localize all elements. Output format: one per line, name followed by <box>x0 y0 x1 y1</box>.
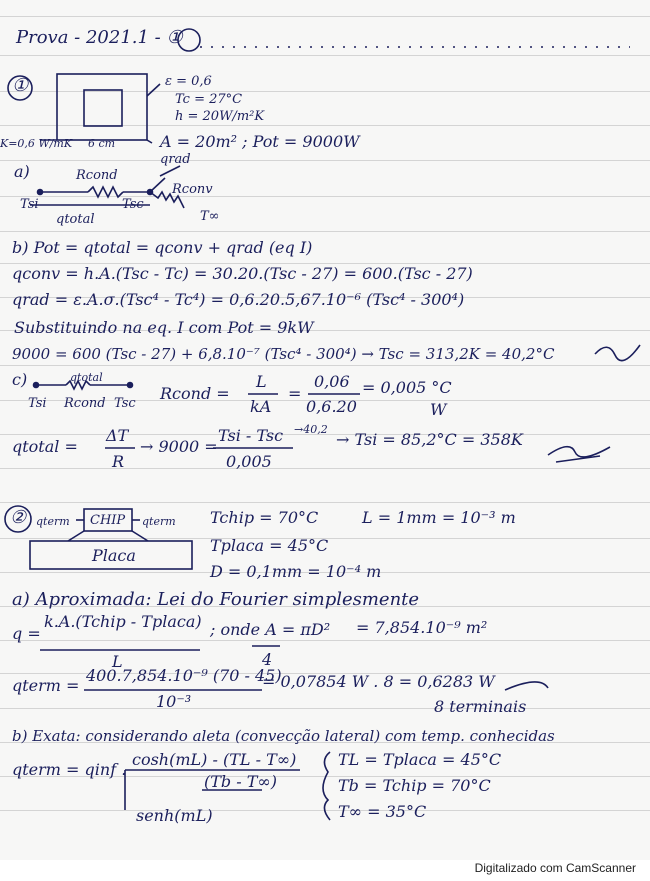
page-title: Prova - 2021.1 - ① <box>16 27 183 48</box>
q2a-qterm-den: 10⁻³ <box>156 692 192 711</box>
q1c-qtotal: qtotal <box>70 371 103 384</box>
q2-diameter: D = 0,1mm = 10⁻⁴ m <box>210 562 382 581</box>
q1b-line-5: 9000 = 600 (Tsc - 27) + 6,8.10⁻⁷ (Tsc⁴ - 300⁴) → Tsc = 313,2K = 40,2°C <box>12 345 555 363</box>
q1b-line-3: qrad = ε.A.σ.(Tsc⁴ - Tc⁴) = 0,6.20.5,67.10⁻⁶ (Tsc⁴ - 300⁴) <box>12 290 465 309</box>
q2-placa-label: Placa <box>92 546 136 565</box>
question-2-number: ② <box>10 507 27 528</box>
q1c-eq2-num: ΔT <box>106 426 129 445</box>
q2-qterm-left: qterm <box>36 515 70 528</box>
q2b-line-1: b) Exata: considerando aleta (convecção lateral) com temp. conhecidas <box>12 727 555 745</box>
q2b-inner-den: (Tb - T∞) <box>204 772 277 791</box>
q1c-eq1-num2: 0,06 <box>314 372 350 391</box>
q2b-denominator: senh(mL) <box>136 806 213 825</box>
q2-tchip: Tchip = 70°C <box>210 508 319 527</box>
q1c-qtotal-eq: qtotal = <box>12 437 78 456</box>
q1-conductivity: K=0,6 W/mK <box>0 137 73 150</box>
q1c-eq1-num: L <box>256 372 267 391</box>
q1b-line-4: Substituindo na eq. I com Pot = 9kW <box>14 318 314 337</box>
q2-chip-label: CHIP <box>90 513 126 528</box>
q1a-tsc: Tsc <box>122 197 144 212</box>
q2-tplaca: Tplaca = 45°C <box>210 536 329 555</box>
q2a-q-num: k.A.(Tchip - Tplaca) <box>44 612 202 631</box>
q1-ambient-temp: Tc = 27°C <box>175 92 243 107</box>
q2b-qterm-lhs: qterm = qinf . <box>12 760 127 779</box>
q1c-rcond-eq: Rcond = <box>160 384 230 403</box>
q1c-eq2-den2: 0,005 <box>226 452 272 471</box>
q2b-cond-3: T∞ = 35°C <box>338 802 427 821</box>
q2a-area-result: = 7,854.10⁻⁹ m² <box>356 618 488 637</box>
q2a-line-1: a) Aproximada: Lei do Fourier simplesmente <box>12 589 420 610</box>
q1a-qrad: qrad <box>160 152 191 167</box>
q1a-rconv: Rconv <box>172 182 213 197</box>
q2a-q-den: L <box>112 652 123 671</box>
q1c-tsc: Tsc <box>114 396 136 411</box>
q1a-qtotal: qtotal <box>56 212 95 227</box>
q1c-label: c) <box>12 370 28 389</box>
q1c-eq2-num2: Tsi - Tsc <box>218 426 284 445</box>
q1-emissivity: ε = 0,6 <box>165 74 212 89</box>
q1c-eq1-result: = 0,005 °C <box>362 378 452 397</box>
q1c-eq2-arrow: → 9000 = <box>140 437 218 456</box>
q1b-line-2: qconv = h.A.(Tsc - Tc) = 30.20.(Tsc - 27) = 600.(Tsc - 27) <box>12 264 473 283</box>
q1a-label: a) <box>14 162 30 181</box>
q1c-eq1-den2: 0,6.20 <box>306 397 357 416</box>
q1c-eq2-result: → Tsi = 85,2°C = 358K <box>336 430 523 449</box>
q1-thickness: 6 cm <box>88 137 116 150</box>
q2a-qterm-lhs: qterm = <box>12 676 80 695</box>
q2a-q-lhs: q = <box>12 624 41 643</box>
q2a-terminals-note: 8 terminais <box>434 697 527 716</box>
q1b-line-1: b) Pot = qtotal = qconv + qrad (eq I) <box>12 238 313 257</box>
question-1-number: ① <box>12 75 29 96</box>
q1c-eq2-sup: →40,2 <box>294 423 328 436</box>
q1c-eq1-unit: W <box>430 400 447 419</box>
q1c-tsi: Tsi <box>28 396 47 411</box>
q2a-qterm-result: = 0,07854 W . 8 = 0,6283 W <box>262 672 495 691</box>
q2b-cond-2: Tb = Tchip = 70°C <box>338 776 491 795</box>
q2a-qterm-num: 400.7,854.10⁻⁹ (70 - 45) <box>86 666 282 685</box>
q1c-rcond-label: Rcond <box>64 396 106 411</box>
q2-length: L = 1mm = 10⁻³ m <box>362 508 516 527</box>
q2a-where-den: 4 <box>262 650 273 669</box>
scanner-watermark: Digitalizado com CamScanner <box>474 861 636 875</box>
q1c-eq1-equals: = <box>288 384 302 403</box>
q1c-eq2-den: R <box>112 452 125 471</box>
q2b-numerator: cosh(mL) - (TL - T∞) <box>132 750 297 769</box>
q1a-rcond: Rcond <box>76 168 118 183</box>
q1a-tinf: T∞ <box>200 209 220 224</box>
q1c-eq1-den: kA <box>250 397 272 416</box>
q2-qterm-right: qterm <box>142 515 176 528</box>
q1-area-power: A = 20m² ; Pot = 9000W <box>160 132 360 151</box>
q2a-where: ; onde A = πD² <box>210 620 331 639</box>
q2b-cond-1: TL = Tplaca = 45°C <box>338 750 502 769</box>
q1a-tsi: Tsi <box>20 197 39 212</box>
q1-h-coefficient: h = 20W/m²K <box>175 109 265 124</box>
